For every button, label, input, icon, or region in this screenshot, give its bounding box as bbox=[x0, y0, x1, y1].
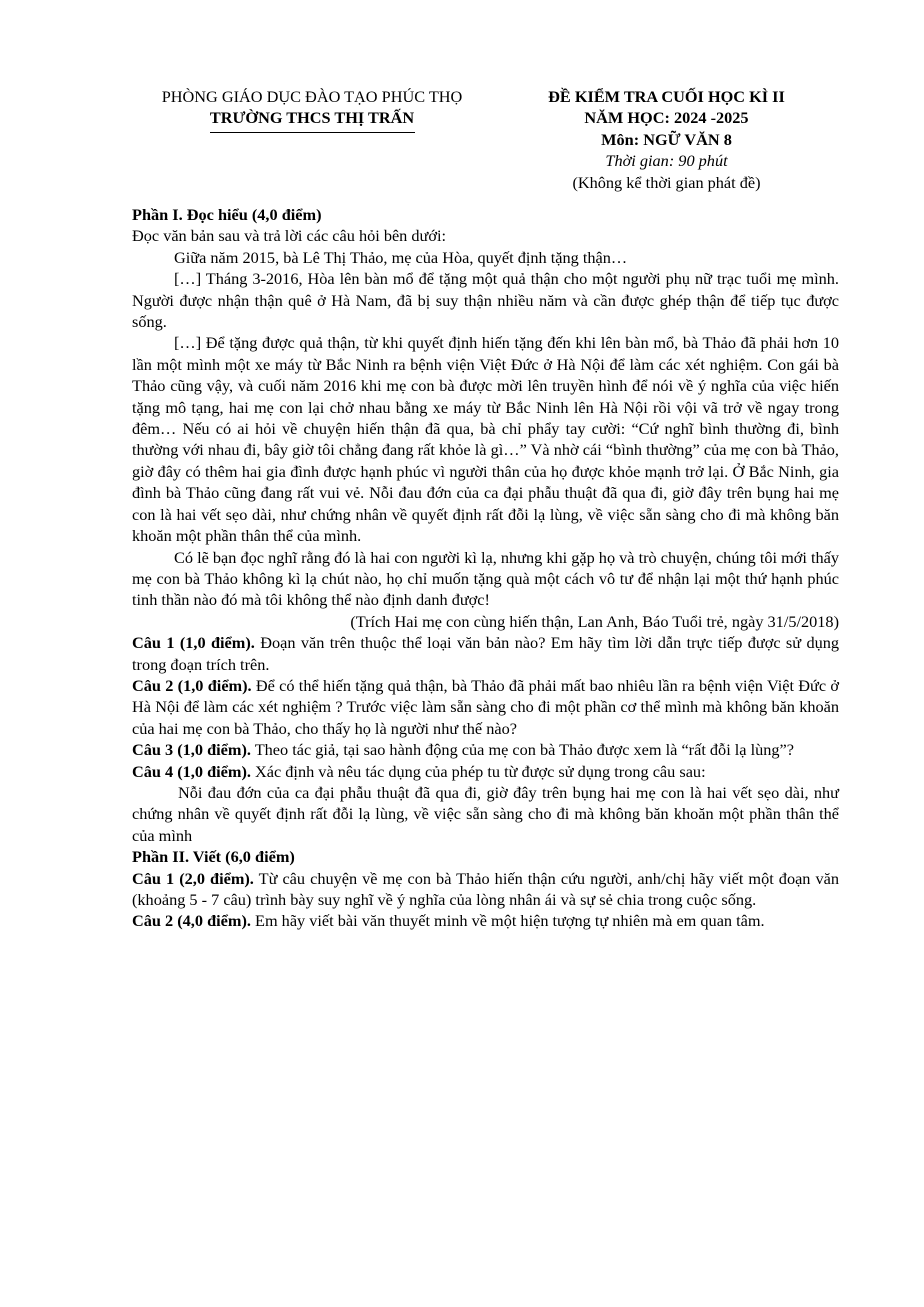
passage-paragraph: Giữa năm 2015, bà Lê Thị Thảo, mẹ của Hòa, quyết định tặng thận… bbox=[174, 247, 628, 267]
exam-title: ĐỀ KIỂM TRA CUỐI HỌC KÌ II bbox=[548, 87, 785, 106]
question-text: Theo tác giả, tại sao hành động của mẹ con bà Thảo được xem là “rất đỗi lạ lùng”? bbox=[250, 740, 795, 760]
writing-question-1 bbox=[132, 868, 839, 911]
question-label: Câu 4 (1,0 điểm). bbox=[132, 761, 251, 781]
question-4 bbox=[132, 761, 839, 782]
question-text: Xác định và nêu tác dụng của phép tu từ được sử dụng trong câu sau: bbox=[250, 761, 706, 781]
question-label: Câu 1 (2,0 điểm). bbox=[132, 868, 254, 888]
exam-time: Thời gian: 90 phút bbox=[605, 151, 728, 171]
question-2 bbox=[132, 675, 839, 739]
quoted-sentence: Nỗi đau đớn của ca đại phẫu thuật đã qua đi, giờ đây trên bụng hai mẹ con là hai vết sẹo dài, như chứng nhân về quyết định rất đỗi lạ lùng, về việc sẵn sàng cho đi mà không băn khoăn một phần thân thể của mình bbox=[132, 782, 839, 845]
writing-question-2 bbox=[132, 910, 839, 931]
subject: Môn: NGỮ VĂN 8 bbox=[601, 129, 732, 149]
question-label: Câu 2 (4,0 điểm). bbox=[132, 911, 251, 931]
question-text: Để có thể hiến tặng quả thận, bà Thảo đã phải mất bao nhiêu lần ra bệnh viện Việt Đức ở Hà Nội để làm các xét nghiệm ? Trước việc làm sẵn sàng cho đi một phần cơ thể mình mà không băn khoăn của hai mẹ con bà Thảo, cho thấy họ là người như thế nào? bbox=[132, 675, 839, 738]
part1-heading: Phần I. Đọc hiểu (4,0 điểm) bbox=[132, 205, 322, 224]
question-label: Câu 2 (1,0 điểm). bbox=[132, 675, 252, 695]
passage-source: (Trích Hai mẹ con cùng hiến thận, Lan Anh, Báo Tuổi trẻ, ngày 31/5/2018) bbox=[350, 611, 839, 631]
question-text: Từ câu chuyện về mẹ con bà Thảo hiến thận cứu người, anh/chị hãy viết một đoạn văn (khoảng 5 - 7 câu) trình bày suy nghĩ về ý nghĩa của lòng nhân ái và sự sẻ chia trong cuộc sống. bbox=[132, 868, 840, 909]
question-1 bbox=[132, 632, 839, 675]
header-divider bbox=[210, 132, 415, 133]
department-name: PHÒNG GIÁO DỤC ĐÀO TẠO PHÚC THỌ bbox=[161, 87, 463, 106]
part2-heading: Phần II. Viết (6,0 điểm) bbox=[132, 847, 295, 867]
part1-instruction: Đọc văn bản sau và trả lời các câu hỏi bên dưới: bbox=[132, 226, 447, 246]
passage-paragraph: […] Để tặng được quả thận, từ khi quyết định hiến tặng đến khi lên bàn mổ, bà Thảo đã phải hơn 10 lần một mình một xe máy từ Bắc Ninh ra bệnh viện Việt Đức ở Hà Nội để làm các xét nghiệm. Con gái bà Thảo cũng vậy, và cuối năm 2016 khi mẹ con bà được mời lên truyền hình để nói về ý nghĩa của việc hiến tặng mô tạng, hai mẹ con lại chở nhau bằng xe máy từ Bắc Ninh lên Hà Nội rồi vội vã trở về ngay trong đêm… Nếu có ai hỏi về chuyện hiến thận đã qua, bà chỉ phẩy tay cười: “Cứ nghĩ bình thường đi, bình thường với nhau đi, bây giờ tôi chẳng đang rất khỏe là gì…” Và nhờ cái “bình thường” của mẹ con bà Thảo, giờ đây có thêm hai gia đình được hạnh phúc vì người thân của họ được khỏe mạnh trở lại. Ở Bắc Ninh, gia đình bà Thảo cũng đang rất vui vẻ. Nỗi đau đớn của ca đại phẫu thuật đã qua đi, giờ đây trên bụng hai mẹ con là hai vết sẹo dài, như chứng nhân về quyết định rất đỗi lạ lùng, về việc sẵn sàng cho đi mà không băn khoăn một phần thân thể của mình. bbox=[132, 333, 839, 546]
question-3 bbox=[132, 739, 839, 760]
question-label: Câu 1 (1,0 điểm). bbox=[132, 633, 255, 653]
passage-paragraph: […] Tháng 3-2016, Hòa lên bàn mổ để tặng một quả thận cho một người phụ nữ trạc tuổi mẹ mình. Người được nhận thận quê ở Hà Nam, đã bị suy thận nhiều năm và cần được ghép thận để tiếp tục được sống. bbox=[132, 269, 839, 332]
exam-time-note: (Không kể thời gian phát đề) bbox=[572, 172, 761, 192]
school-block bbox=[132, 86, 492, 133]
exam-header bbox=[132, 86, 839, 204]
question-text: Đoạn văn trên thuộc thể loại văn bản nào? Em hãy tìm lời dẫn trực tiếp được sử dụng trong đoạn trích trên. bbox=[132, 633, 840, 674]
passage-paragraph: Có lẽ bạn đọc nghĩ rằng đó là hai con người kì lạ, nhưng khi gặp họ và trò chuyện, chúng tôi mới thấy mẹ con bà Thảo không kì lạ chút nào, họ chỉ muốn tặng quà một cách vô tư để nhận lại một thứ hạnh phúc tinh thần nào đó mà tôi không thể nào định danh được! bbox=[132, 547, 839, 610]
question-text: Em hãy viết bài văn thuyết minh về một hiện tượng tự nhiên mà em quan tâm. bbox=[250, 911, 765, 931]
exam-info-block bbox=[494, 86, 839, 193]
exam-page bbox=[132, 86, 839, 932]
question-label: Câu 3 (1,0 điểm). bbox=[132, 740, 251, 760]
school-name: TRƯỜNG THCS THỊ TRẤN bbox=[209, 108, 415, 128]
school-year: NĂM HỌC: 2024 -2025 bbox=[584, 108, 749, 128]
